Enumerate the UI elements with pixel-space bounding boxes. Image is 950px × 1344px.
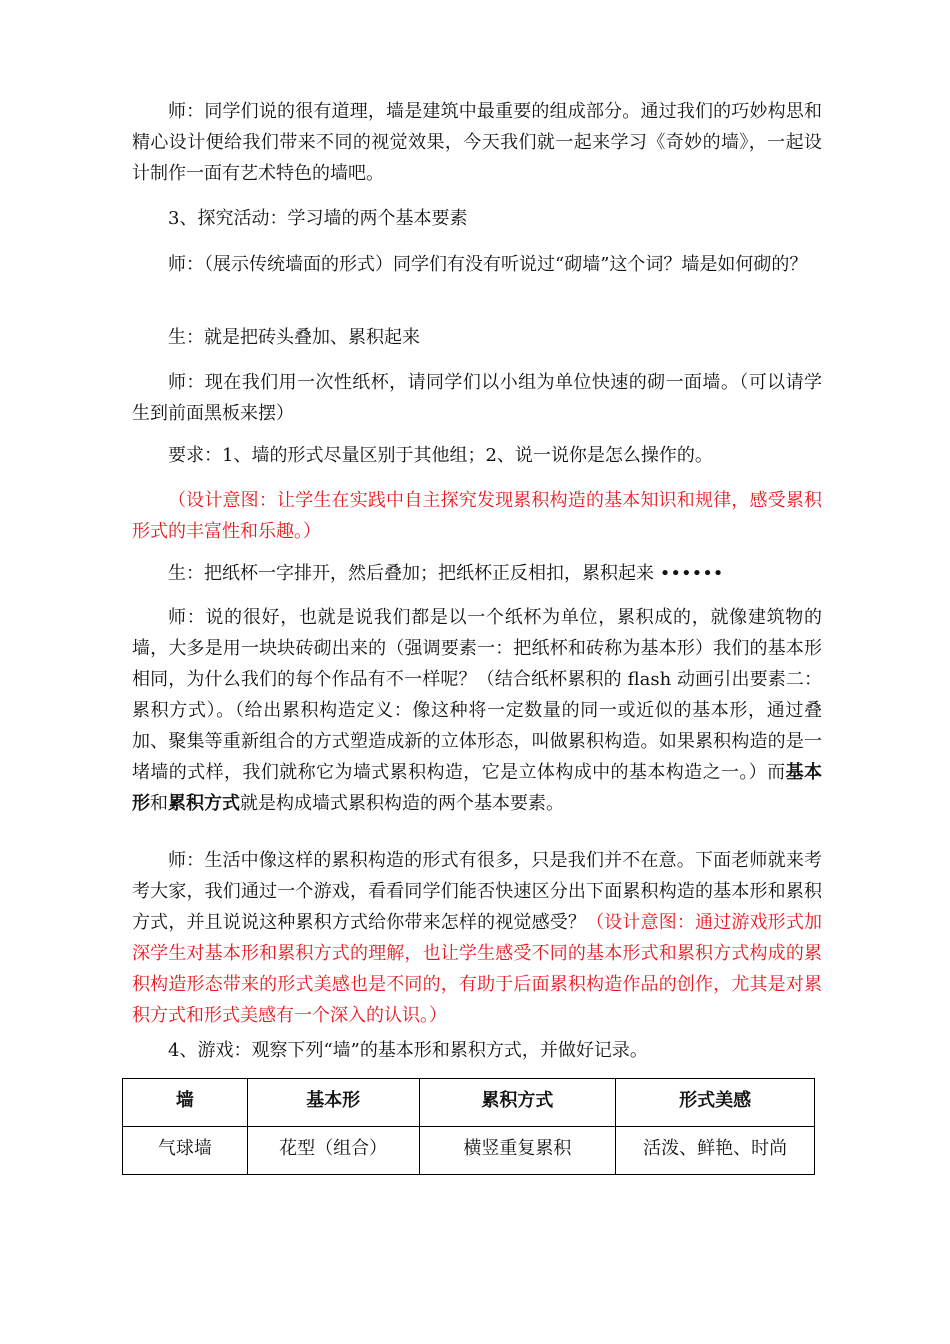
section-heading-game: 4、游戏：观察下列“墙”的基本形和累积方式，并做好记录。 (168, 1040, 648, 1061)
term-accumulation-method: 累积方式 (168, 793, 240, 814)
header-wall: 墙 (123, 1079, 248, 1127)
record-table (122, 1078, 815, 1175)
section-heading-explore: 3、探究活动：学习墙的两个基本要素 (168, 208, 468, 229)
paragraph-teacher-question: 师：（展示传统墙面的形式）同学们有没有听说过“砌墙”这个词？墙是如何砌的？ (168, 254, 808, 275)
table-row (123, 1127, 815, 1175)
paragraph-design-intent-1: （设计意图：让学生在实践中自主探究发现累积构造的基本知识和规律，感受累积形式的丰富性和乐趣。） (132, 490, 822, 542)
paragraph-student-answer-2: 生：把纸杯一字排开，然后叠加；把纸杯正反相扣，累积起来 •••••• (168, 563, 724, 584)
paragraph-teacher-game (132, 845, 822, 1031)
game-intro-text: 师：生活中像这样的累积构造的形式有很多，只是我们并不在意。下面老师就来考考大家，我们通过一个游戏，看看同学们能否快速区分出下面累积构造的基本形和累积方式，并且说说这种累积方式给你带来怎样的视觉感受？ (132, 850, 822, 933)
definition-text: 师：说的很好，也就是说我们都是以一个纸杯为单位，累积成的，就像建筑物的墙，大多是用一块块砖砌出来的（强调要素一：把纸杯和砖称为基本形）我们的基本形相同，为什么我们的每个作品有不一样呢？（结合纸杯累积的 flash 动画引出要素二：累积方式）。（给出累积构造定义：像这种将一定数量的同一或近似的基本形，通过叠加、聚集等重新组合的方式塑造成新的立体形态，叫做累积构造。如果累积构造的是一堵墙的式样，我们就称它为墙式累积构造，它是立体构成中的基本构造之一。）而 (132, 607, 822, 783)
paragraph-teacher-intro: 师：同学们说的很有道理，墙是建筑中最重要的组成部分。通过我们的巧妙构思和精心设计便给我们带来不同的视觉效果，今天我们就一起来学习《奇妙的墙》，一起设计制作一面有艺术特色的墙吧。 (132, 101, 822, 184)
design-intent-2: （设计意图：通过游戏形式加深学生对基本形和累积方式的理解，也让学生感受不同的基本形式和累积方式构成的累积构造形态带来的形式美感也是不同的，有助于后面累积构造作品的创作，尤其是对累积方式和形式美感有一个深入的认识。） (132, 912, 823, 1026)
paragraph-teacher-definition (132, 602, 822, 819)
table-header-row (123, 1079, 815, 1127)
header-basic-shape: 基本形 (247, 1079, 419, 1127)
term-basic-shape: 基本形 (132, 762, 822, 814)
header-accumulation-method: 累积方式 (419, 1079, 616, 1127)
paragraph-teacher-task: 师：现在我们用一次性纸杯，请同学们以小组为单位快速的砌一面墙。（可以请学生到前面黑板来摆） (132, 372, 822, 424)
cell-formal-beauty: 活泼、鲜艳、时尚 (616, 1127, 815, 1175)
header-formal-beauty: 形式美感 (616, 1079, 815, 1127)
conjunction-text: 和 (150, 793, 168, 814)
cell-wall: 气球墙 (123, 1127, 248, 1175)
cell-basic-shape: 花型（组合） (247, 1127, 419, 1175)
paragraph-student-answer: 生：就是把砖头叠加、累积起来 (168, 327, 420, 348)
cell-accumulation-method: 横竖重复累积 (419, 1127, 616, 1175)
definition-ending: 就是构成墙式累积构造的两个基本要素。 (240, 793, 564, 814)
paragraph-requirements: 要求：1、墙的形式尽量区别于其他组；2、说一说你是怎么操作的。 (168, 445, 713, 466)
